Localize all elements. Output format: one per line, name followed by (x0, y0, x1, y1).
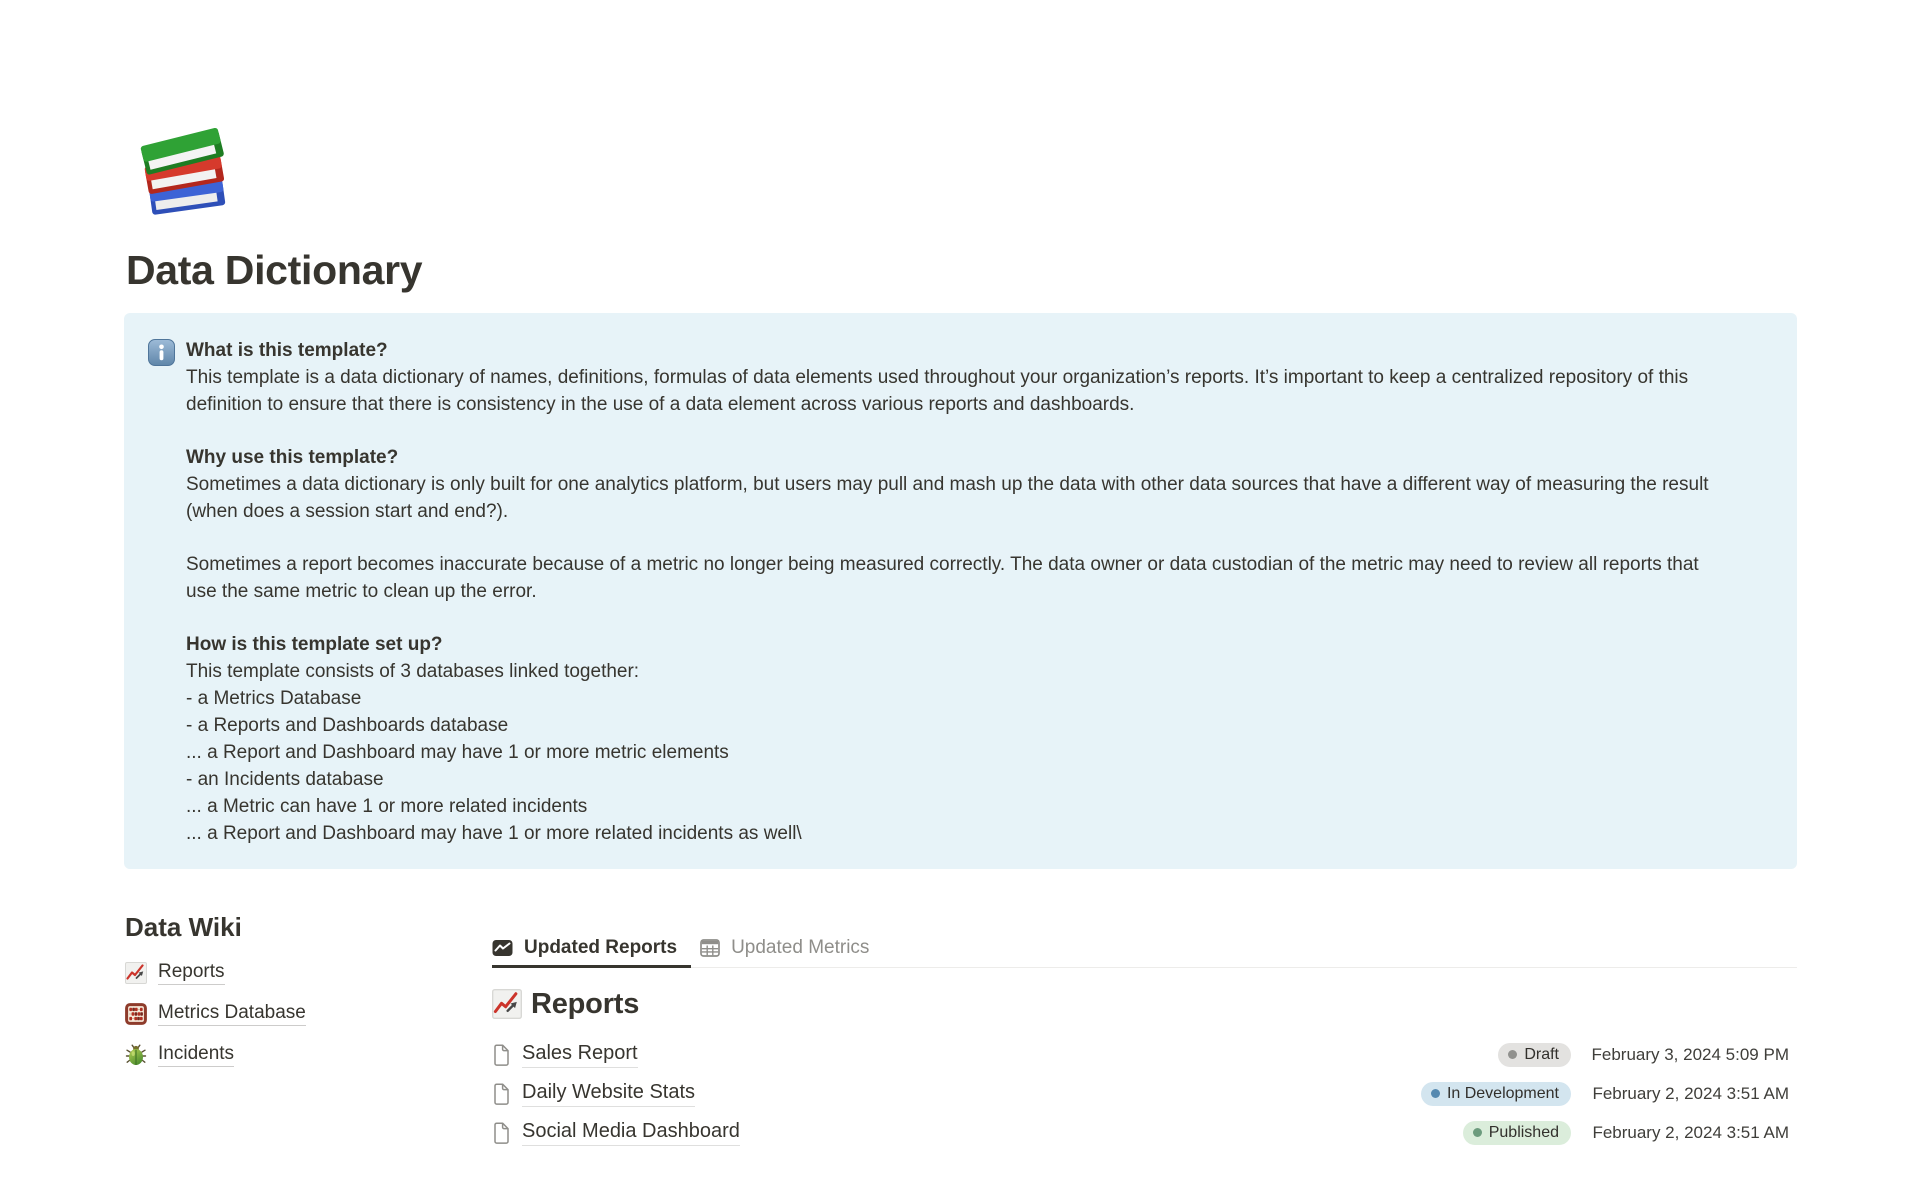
callout-section (186, 337, 1732, 418)
status-label: Published (1488, 1123, 1559, 1141)
status-badge (1498, 1043, 1571, 1067)
status-dot (1431, 1089, 1440, 1098)
callout-body (186, 337, 1732, 847)
books-icon[interactable] (133, 116, 239, 222)
chart-increasing-icon (125, 962, 147, 984)
page-icon (492, 1044, 510, 1066)
reports-database-title[interactable] (492, 986, 1797, 1022)
chart-tab-icon (492, 939, 513, 957)
sidebar-item-metrics-database[interactable] (125, 993, 495, 1034)
callout-section (186, 444, 1732, 525)
callout (124, 313, 1797, 869)
grid-tab-icon (700, 939, 720, 957)
beetle-icon (125, 1044, 147, 1066)
report-row-social-media-dashboard[interactable] (492, 1113, 1789, 1152)
status-badge (1463, 1121, 1571, 1145)
updated-timestamp: February 3, 2024 5:09 PM (1591, 1044, 1789, 1064)
report-row-sales-report[interactable] (492, 1035, 1789, 1074)
wiki-link-label: Reports (158, 960, 225, 985)
updated-timestamp: February 2, 2024 3:51 AM (1592, 1083, 1789, 1103)
callout-line: ... a Metric can have 1 or more related incidents (186, 796, 588, 817)
callout-heading: What is this template? (186, 340, 388, 361)
report-title: Sales Report (522, 1041, 638, 1068)
report-title: Social Media Dashboard (522, 1119, 740, 1146)
sidebar-item-incidents[interactable] (125, 1034, 495, 1075)
status-badge (1421, 1082, 1571, 1106)
page-icon (492, 1122, 510, 1144)
updated-timestamp: February 2, 2024 3:51 AM (1592, 1122, 1789, 1142)
callout-line: This template consists of 3 databases linked together: (186, 661, 640, 682)
callout-section (186, 631, 1732, 847)
status-dot (1473, 1128, 1482, 1137)
wiki-link-label: Metrics Database (158, 1001, 306, 1026)
page-icon (492, 1083, 510, 1105)
row-title-group (492, 1041, 638, 1068)
callout-line: - a Reports and Dashboards database (186, 715, 509, 736)
callout-line: ... a Report and Dashboard may have 1 or more related incidents as well\ (186, 823, 802, 844)
callout-line: - a Metrics Database (186, 688, 362, 709)
callout-line: - an Incidents database (186, 769, 384, 790)
status-label: In Development (1446, 1084, 1559, 1102)
page-title[interactable]: Data Dictionary (126, 247, 423, 293)
reports-heading-text: Reports (531, 987, 640, 1020)
sidebar-item-reports[interactable] (125, 952, 495, 993)
info-icon (148, 339, 175, 366)
reports-view-column (492, 930, 1797, 1152)
data-wiki-heading: Data Wiki (125, 912, 242, 942)
status-dot (1508, 1050, 1517, 1059)
tab-label: Updated Metrics (731, 936, 870, 958)
callout-section (186, 551, 1732, 605)
row-title-group (492, 1119, 740, 1146)
tab-updated-reports[interactable] (492, 930, 691, 968)
report-row-daily-website-stats[interactable] (492, 1074, 1789, 1113)
callout-paragraph: Sometimes a data dictionary is only built for one analytics platform, but users may pull and mash up the data with other data sources that have a different way of measuring the result (when does a session start and end?). (186, 474, 1709, 522)
status-label: Draft (1524, 1045, 1559, 1063)
view-tabs (492, 930, 1797, 968)
tab-updated-metrics[interactable] (700, 930, 869, 968)
callout-line: ... a Report and Dashboard may have 1 or more metric elements (186, 742, 729, 763)
report-rows (492, 1035, 1797, 1152)
data-wiki-column (125, 910, 495, 1075)
abacus-icon (125, 1003, 147, 1025)
report-title: Daily Website Stats (522, 1080, 695, 1107)
callout-heading: How is this template set up? (186, 634, 443, 655)
tab-label: Updated Reports (524, 936, 678, 958)
callout-heading: Why use this template? (186, 447, 399, 468)
wiki-link-label: Incidents (158, 1042, 234, 1067)
row-title-group (492, 1080, 695, 1107)
callout-paragraph: This template is a data dictionary of names, definitions, formulas of data elements used throughout your organization’s reports. It’s important to keep a centralized repository of this definition to ensure that there is consistency in the use of a data element across various reports and dashboards. (186, 367, 1689, 415)
chart-increasing-icon (492, 989, 522, 1019)
callout-paragraph: Sometimes a report becomes inaccurate because of a metric no longer being measured correctly. The data owner or data custodian of the metric may need to review all reports that use the same metric to clean up the error. (186, 554, 1699, 602)
